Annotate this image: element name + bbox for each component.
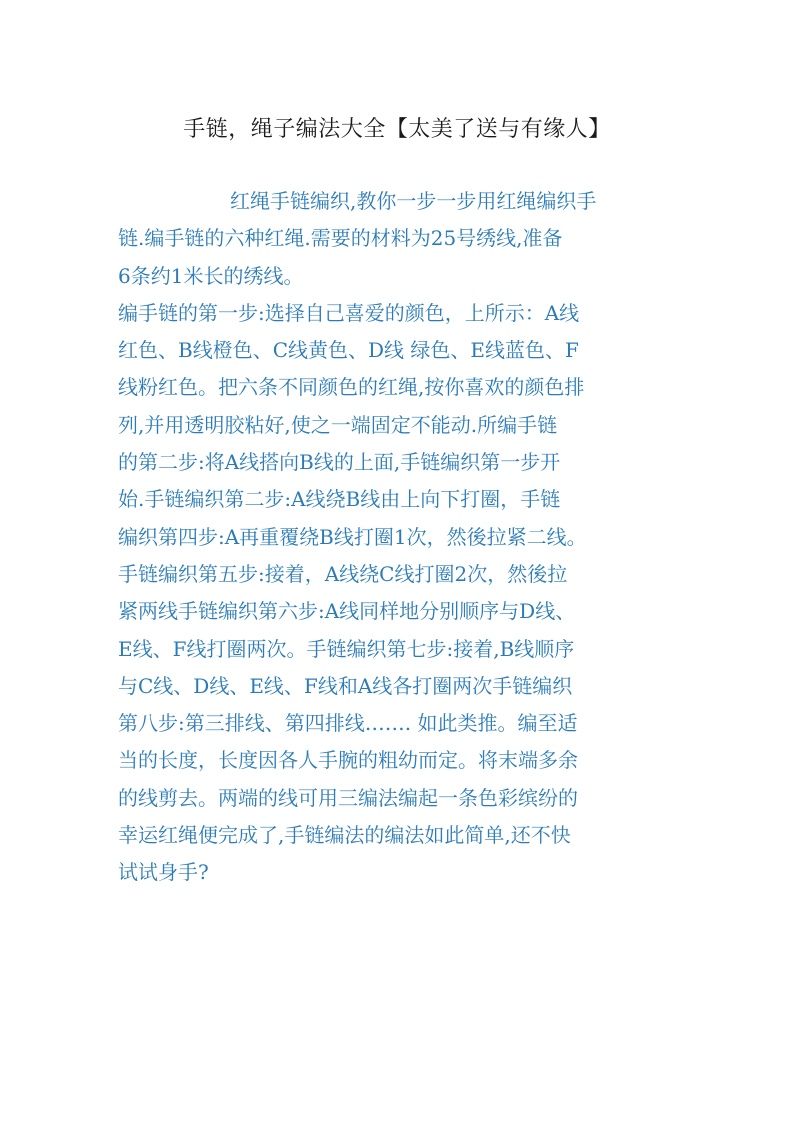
body-line: 试试身手? (118, 860, 209, 885)
body-line: 与C线、D线、E线、F线和A线各打圈两次手链编织 (118, 673, 573, 698)
document-title: 手链，绳子编法大全【太美了送与有缘人】 (183, 117, 611, 142)
body-line: 始.手链编织第二步:A线绕B线由上向下打圈，手链 (118, 487, 561, 512)
body-line: 的第二步:将A线搭向B线的上面,手链编织第一步开 (118, 450, 561, 475)
body-line: 第八步:第三排线、第四排线……. 如此类推。编至适 (118, 711, 578, 736)
body-line: 编织第四步:A再重覆绕B线打圈1次，然後拉紧二线。 (118, 524, 587, 549)
body-line: 紧两线手链编织第六步:A线同样地分别顺序与D线、 (118, 599, 576, 624)
document-body (118, 183, 690, 892)
body-line: 幸运红绳便完成了,手链编法的编法如此简单,还不快 (118, 823, 571, 848)
body-line: 当的长度，长度因各人手腕的粗幼而定。将末端多余 (118, 748, 578, 773)
body-line: 链.编手链的六种红绳.需要的材料为25号绣线,准备 (118, 226, 563, 251)
body-line: 线粉红色。把六条不同颜色的红绳,按你喜欢的颜色排 (118, 375, 585, 400)
body-line: E线、F线打圈两次。手链编织第七步:接着,B线顺序 (118, 636, 575, 661)
body-line: 的线剪去。两端的线可用三编法编起一条色彩缤纷的 (118, 785, 578, 810)
body-line: 编手链的第一步:选择自己喜爱的颜色，上所示：A线 (118, 300, 580, 325)
body-line: 列,并用透明胶粘好,使之一端固定不能动.所编手链 (118, 412, 558, 437)
body-line: 红色、B线橙色、C线黄色、D线 绿色、E线蓝色、F (118, 338, 579, 363)
body-line: 手链编织第五步:接着，A线绕C线打圈2次，然後拉 (118, 561, 568, 586)
body-line: 6条约1米长的绣线。 (118, 263, 304, 288)
body-line: 红绳手链编织,教你一步一步用红绳编织手 (230, 189, 597, 213)
